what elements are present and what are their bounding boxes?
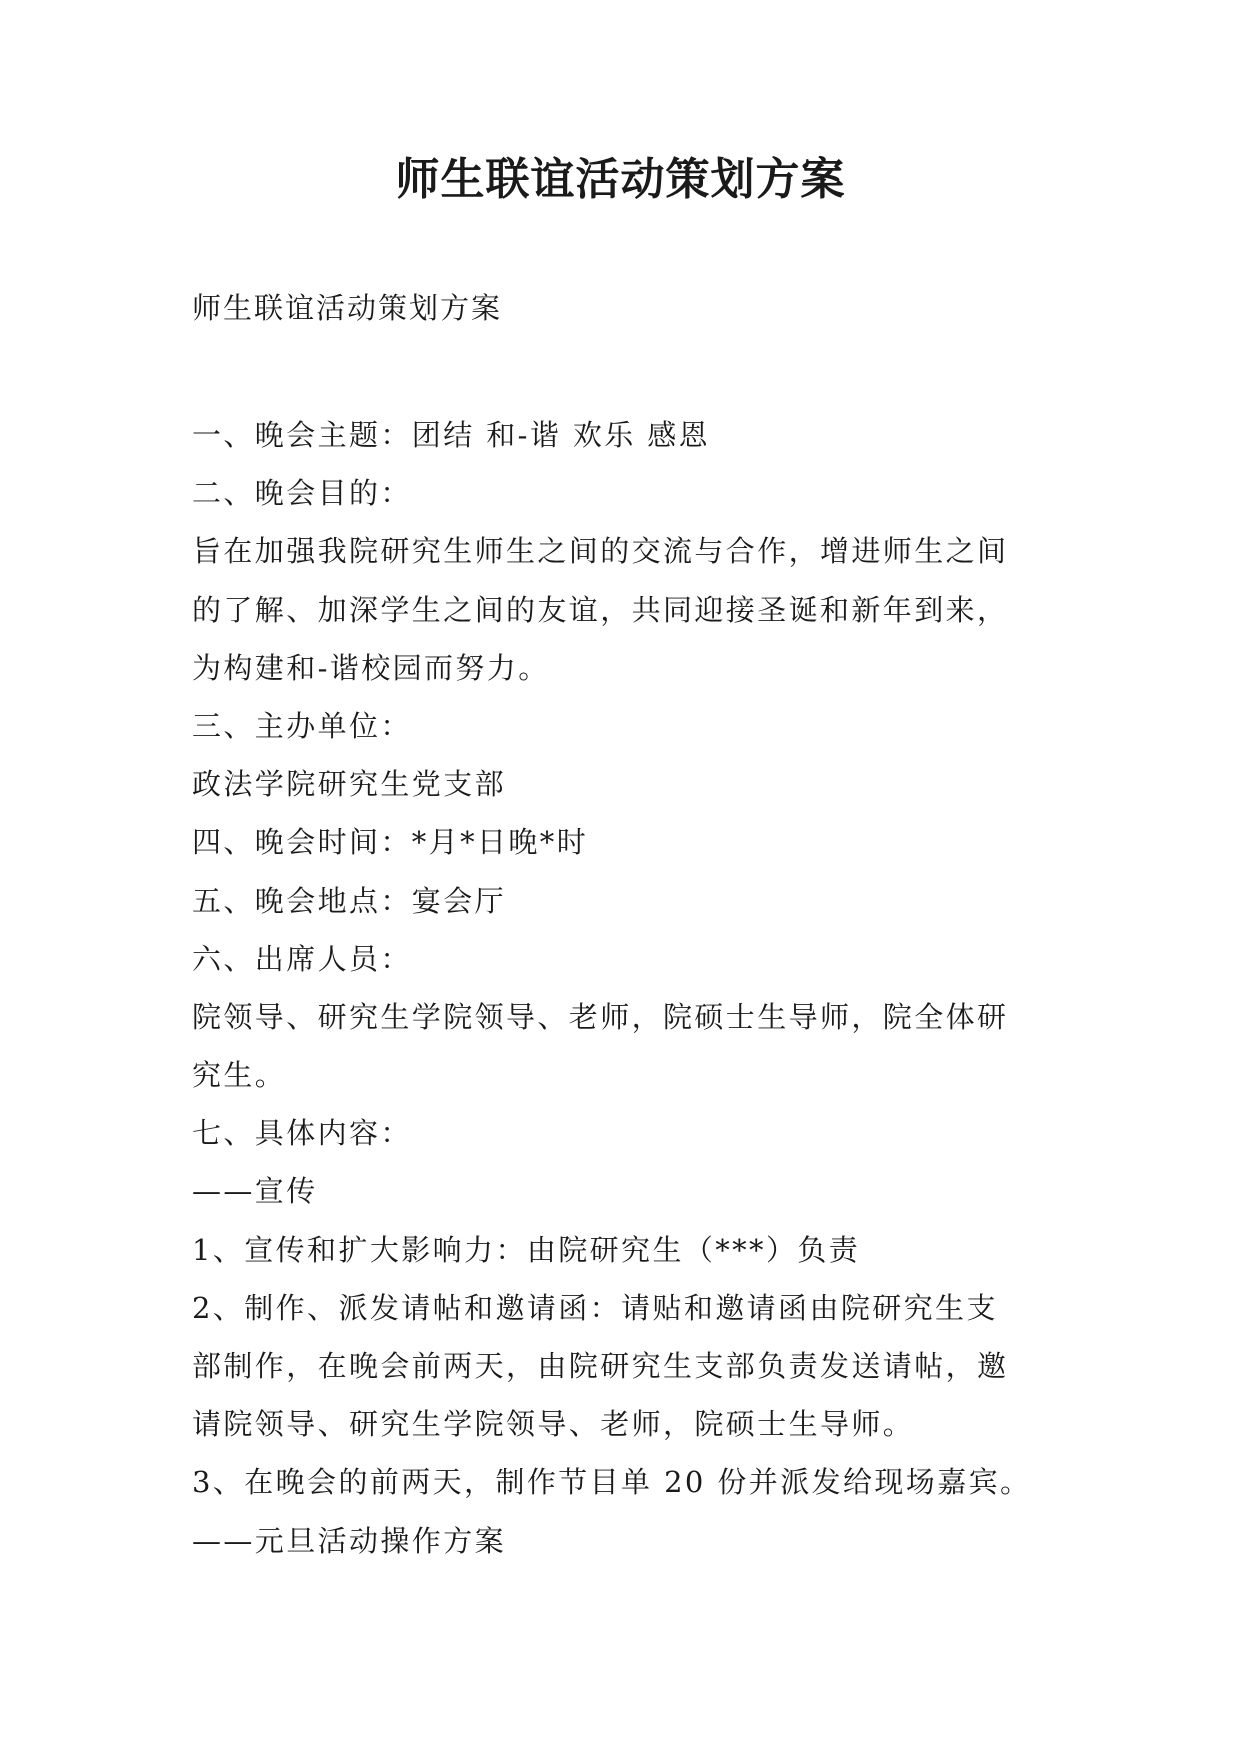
body-line: 院领导、研究生学院领导、老师，院硕士生导师，院全体研 bbox=[192, 999, 1009, 1034]
body-line: ——元旦活动操作方案 bbox=[192, 1523, 507, 1558]
body-line: 的了解、加深学生之间的友谊，共同迎接圣诞和新年到来， bbox=[192, 592, 1009, 627]
body-line: 政法学院研究生党支部 bbox=[192, 767, 507, 802]
body-line: 旨在加强我院研究生师生之间的交流与合作，增进师生之间 bbox=[192, 534, 1009, 569]
body-line: 3、在晚会的前两天，制作节目单 20 份并派发给现场嘉宾。 bbox=[192, 1465, 1032, 1500]
document-subtitle: 师生联谊活动策划方案 bbox=[192, 291, 503, 325]
body-line: 2、制作、派发请帖和邀请函：请贴和邀请函由院研究生支 bbox=[192, 1290, 998, 1325]
body-line: 四、晚会时间：*月*日晚*时 bbox=[192, 825, 589, 860]
document-body bbox=[192, 406, 1072, 1570]
body-line: 六、出席人员： bbox=[192, 941, 412, 976]
body-line: 为构建和-谐校园而努力。 bbox=[192, 650, 550, 685]
body-line: 究生。 bbox=[192, 1058, 287, 1093]
body-line: 二、晚会目的： bbox=[192, 476, 412, 511]
body-line: 五、晚会地点：宴会厅 bbox=[192, 883, 507, 918]
document-title: 师生联谊活动策划方案 bbox=[395, 154, 846, 205]
body-line: 一、晚会主题：团结 和-谐 欢乐 感恩 bbox=[192, 418, 711, 452]
body-line: 部制作，在晚会前两天，由院研究生支部负责发送请帖，邀 bbox=[192, 1349, 1009, 1383]
body-line: 请院领导、研究生学院领导、老师，院硕士生导师。 bbox=[192, 1407, 915, 1442]
body-line: 1、宣传和扩大影响力：由院研究生（***）负责 bbox=[192, 1232, 861, 1267]
body-line: 三、主办单位： bbox=[192, 708, 412, 743]
body-line: ——宣传 bbox=[192, 1174, 318, 1209]
body-line: 七、具体内容： bbox=[192, 1116, 412, 1151]
